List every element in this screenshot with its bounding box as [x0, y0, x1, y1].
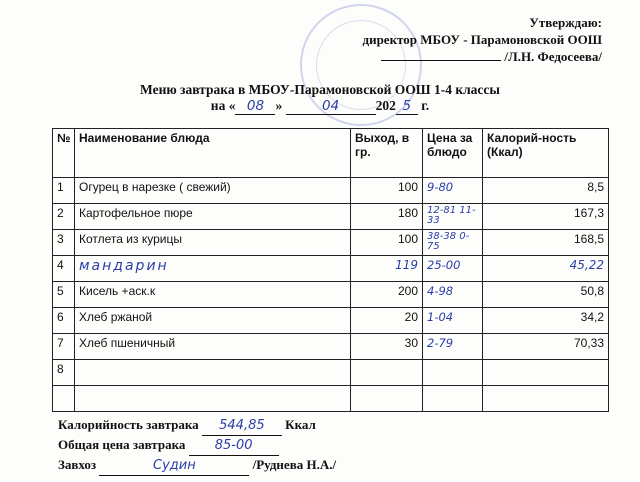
dish-name — [75, 360, 351, 386]
dish-price: 4-98 — [423, 282, 483, 308]
row-number: 6 — [53, 308, 75, 334]
table-row-empty — [53, 386, 609, 412]
dish-price: 38-38 0-75 — [423, 230, 483, 256]
dish-name: Кисель +аск.к — [75, 282, 351, 308]
dish-output: 180 — [351, 204, 423, 230]
dish-kcal: 45,22 — [483, 256, 609, 282]
header-num: № — [53, 129, 75, 178]
dish-output: 100 — [351, 178, 423, 204]
row-number: 5 — [53, 282, 75, 308]
date-suffix: г. — [417, 98, 430, 113]
dish-name: Хлеб ржаной — [75, 308, 351, 334]
approval-signature-line — [363, 48, 602, 65]
dish-kcal: 70,33 — [483, 334, 609, 360]
dish-price: 12-81 11-33 — [423, 204, 483, 230]
header-kcal: Калорий-ность (Ккал) — [483, 129, 609, 178]
kcal-label: Калорийность завтрака — [58, 417, 199, 432]
table-header-row — [53, 129, 609, 178]
date-year-prefix: 202 — [375, 98, 396, 113]
table-row — [53, 282, 609, 308]
header-price: Цена за блюдо — [423, 129, 483, 178]
dish-price: 9-80 — [423, 178, 483, 204]
date-year-digit: 5 — [396, 98, 418, 115]
row-number: 8 — [53, 360, 75, 386]
title-line: Меню завтрака в МБОУ-Парамоновской ООШ 1-4 классы — [140, 82, 500, 97]
approval-position: директор МБОУ - Парамоновской ООШ — [362, 32, 602, 47]
dish-price — [423, 360, 483, 386]
approval-block — [363, 14, 602, 65]
dish-price: 2-79 — [423, 334, 483, 360]
row-number: 2 — [53, 204, 75, 230]
price-label: Общая цена завтрака — [58, 437, 186, 452]
footer-block — [58, 416, 336, 476]
date-open-quote: на « — [210, 98, 236, 113]
table-row — [53, 204, 609, 230]
kcal-total: 544,85 — [202, 417, 282, 436]
dish-output — [351, 360, 423, 386]
row-number: 7 — [53, 334, 75, 360]
manager-label: Завхоз — [58, 457, 97, 472]
header-output: Выход, в гр. — [351, 129, 423, 178]
menu-table — [52, 128, 609, 412]
header-name: Наименование блюда — [75, 129, 351, 178]
table-row — [53, 230, 609, 256]
row-number: 3 — [53, 230, 75, 256]
dish-price: 1-04 — [423, 308, 483, 334]
dish-output: 119 — [351, 256, 423, 282]
row-number: 1 — [53, 178, 75, 204]
dish-name: Хлеб пшеничный — [75, 334, 351, 360]
signature-blank — [381, 48, 501, 61]
dish-kcal: 167,3 — [483, 204, 609, 230]
table-row — [53, 178, 609, 204]
dish-output: 20 — [351, 308, 423, 334]
dish-kcal — [483, 360, 609, 386]
dish-output: 100 — [351, 230, 423, 256]
approval-heading: Утверждаю: — [529, 15, 602, 30]
table-row — [53, 360, 609, 386]
dish-name: Огурец в нарезке ( свежий) — [75, 178, 351, 204]
footer-manager-line — [58, 456, 336, 476]
table-row — [53, 256, 609, 282]
table-row — [53, 334, 609, 360]
date-month: 04 — [286, 98, 376, 115]
dish-kcal: 168,5 — [483, 230, 609, 256]
manager-signature: Судин — [99, 457, 249, 476]
date-day: 08 — [235, 98, 275, 115]
manager-name: /Руднева Н.А./ — [252, 457, 337, 472]
dish-output: 30 — [351, 334, 423, 360]
dish-name: Картофельное пюре — [75, 204, 351, 230]
dish-name: мандарин — [75, 256, 351, 282]
row-number: 4 — [53, 256, 75, 282]
title-date-line — [110, 98, 530, 115]
dish-kcal: 50,8 — [483, 282, 609, 308]
price-total: 85-00 — [189, 437, 279, 456]
dish-name: Котлета из курицы — [75, 230, 351, 256]
kcal-unit: Ккал — [285, 417, 316, 432]
footer-price-line — [58, 436, 336, 456]
dish-output: 200 — [351, 282, 423, 308]
dish-price: 25-00 — [423, 256, 483, 282]
approval-director-name: /Л.Н. Федосеева/ — [504, 49, 602, 64]
table-row — [53, 308, 609, 334]
document-title — [110, 82, 530, 115]
dish-kcal: 8,5 — [483, 178, 609, 204]
footer-kcal-line — [58, 416, 336, 436]
dish-kcal: 34,2 — [483, 308, 609, 334]
date-close-quote: » — [275, 98, 283, 113]
